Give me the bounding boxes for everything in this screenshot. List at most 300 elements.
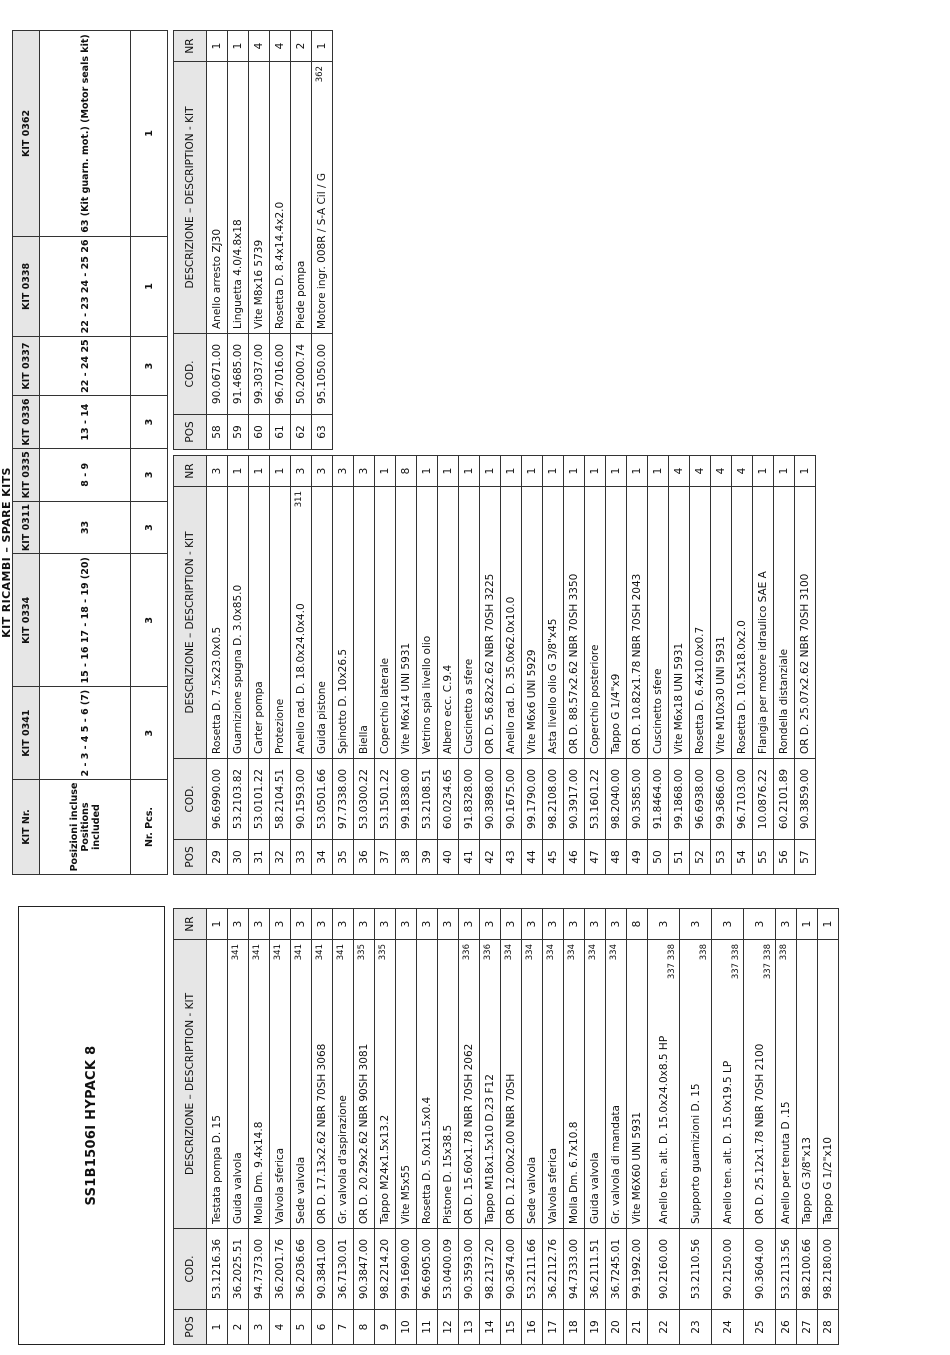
part-description <box>564 940 585 1229</box>
part-kit-ref: 338 <box>699 944 709 961</box>
part-description-text: Anello ten. alt. D. 15.0x24.0x8.5 HP <box>657 1035 670 1224</box>
part-qty: 3 <box>291 456 312 487</box>
part-description-text: Vite M6x6 UNI 5929 <box>526 649 538 754</box>
part-description-text: Asta livello olio G 3/8"x45 <box>547 618 559 754</box>
part-code: 96.6938.00 <box>690 759 711 840</box>
part-qty: 1 <box>522 456 543 487</box>
table-row <box>249 456 270 875</box>
part-code: 98.2180.00 <box>818 1229 839 1310</box>
part-code: 90.3859.00 <box>795 759 816 840</box>
part-code: 98.2137.20 <box>480 1229 501 1310</box>
part-code: 90.3847.00 <box>354 1229 375 1310</box>
part-description <box>249 940 270 1229</box>
part-code: 97.7338.00 <box>333 759 354 840</box>
part-description-text: Anello rad. D. 18.0x24.0x4.0 <box>295 603 307 754</box>
part-code: 90.3674.00 <box>501 1229 522 1310</box>
part-description <box>459 487 480 759</box>
table-row <box>480 456 501 875</box>
part-description-text: Vite M6X60 UNI 5931 <box>631 1111 643 1224</box>
part-description <box>606 940 627 1229</box>
table-row <box>396 909 417 1345</box>
part-pos: 24 <box>712 1310 744 1345</box>
part-code: 91.8328.00 <box>459 759 480 840</box>
part-qty: 1 <box>438 456 459 487</box>
part-pos: 25 <box>744 1310 776 1345</box>
part-description-text: Gr. valvola di mandata <box>610 1105 622 1224</box>
part-code: 60.0234.65 <box>438 759 459 840</box>
table-row <box>375 909 396 1345</box>
table-row <box>270 456 291 875</box>
part-code: 53.0501.66 <box>312 759 333 840</box>
table-row <box>396 456 417 875</box>
part-description-text: Molla Dm. 6.7x10.8 <box>568 1121 580 1224</box>
part-description <box>648 487 669 759</box>
kits-label-kit-nr: KIT Nr. <box>13 780 40 875</box>
part-description-text: Rosetta D. 8.4x14.4x2.0 <box>274 201 286 329</box>
part-code: 94.7333.00 <box>564 1229 585 1310</box>
part-qty: 4 <box>669 456 690 487</box>
part-description <box>207 940 228 1229</box>
part-description <box>627 487 648 759</box>
part-description-text: OR D. 17.13x2.62 NBR 70SH 3068 <box>316 1043 328 1224</box>
kit-positions: 8 - 9 <box>40 448 131 501</box>
part-code: 53.0400.09 <box>438 1229 459 1310</box>
kit-positions: 63 (Kit guarn. mot.) (Motor seals kit) <box>40 31 131 237</box>
part-qty: 1 <box>270 456 291 487</box>
part-code: 99.1690.00 <box>396 1229 417 1310</box>
part-code: 98.2100.66 <box>797 1229 818 1310</box>
header-desc: DESCRIZIONE – DESCRIPTION - KIT <box>174 487 207 759</box>
part-pos: 18 <box>564 1310 585 1345</box>
part-qty: 3 <box>438 909 459 940</box>
part-qty: 3 <box>354 456 375 487</box>
part-code: 90.3841.00 <box>312 1229 333 1310</box>
page-title: SS1B1506I HYPACK 8 <box>84 1045 99 1206</box>
part-qty: 3 <box>354 909 375 940</box>
part-qty: 1 <box>648 456 669 487</box>
part-code: 99.3037.00 <box>249 334 270 415</box>
part-code: 50.2000.74 <box>291 334 312 415</box>
table-row <box>564 909 585 1345</box>
part-code: 36.2001.76 <box>270 1229 291 1310</box>
kit-pcs: 3 <box>131 687 168 780</box>
part-description <box>585 487 606 759</box>
part-description-text: Vite M6x14 UNI 5931 <box>400 642 412 754</box>
table-row <box>680 909 712 1345</box>
table-row <box>774 456 795 875</box>
part-pos: 8 <box>354 1310 375 1345</box>
part-description-text: OR D. 56.82x2.62 NBR 70SH 3225 <box>484 573 496 754</box>
part-description-text: Anello ten. alt. D. 15.0x19.5 LP <box>721 1060 734 1224</box>
table-row <box>228 31 249 450</box>
part-pos: 50 <box>648 840 669 875</box>
part-pos: 22 <box>648 1310 680 1345</box>
part-description <box>480 940 501 1229</box>
part-pos: 41 <box>459 840 480 875</box>
part-description-text: Tappo M24x1.5x13.2 <box>379 1114 391 1224</box>
part-qty: 1 <box>606 456 627 487</box>
part-qty: 1 <box>795 456 816 487</box>
part-qty: 1 <box>564 456 585 487</box>
part-description <box>291 487 312 759</box>
part-pos: 5 <box>291 1310 312 1345</box>
header-cod: COD. <box>174 334 207 415</box>
kit-name: KIT 0334 <box>13 554 40 687</box>
part-pos: 56 <box>774 840 795 875</box>
part-description <box>564 487 585 759</box>
table-row <box>438 456 459 875</box>
part-code: 53.2113.56 <box>776 1229 797 1310</box>
table-row <box>480 909 501 1345</box>
table-row <box>585 456 606 875</box>
table-row <box>606 909 627 1345</box>
part-description <box>606 487 627 759</box>
part-pos: 37 <box>375 840 396 875</box>
part-code: 90.2150.00 <box>712 1229 744 1310</box>
table-row <box>438 909 459 1345</box>
part-pos: 47 <box>585 840 606 875</box>
kit-pcs: 3 <box>131 336 168 395</box>
part-qty: 3 <box>680 909 712 940</box>
header-pos: POS <box>174 840 207 875</box>
part-description-text: Supporto guarnizioni D. 15 <box>689 1083 702 1224</box>
part-qty: 1 <box>228 456 249 487</box>
part-pos: 27 <box>797 1310 818 1345</box>
part-description <box>375 487 396 759</box>
part-qty: 1 <box>753 456 774 487</box>
part-qty: 4 <box>270 31 291 62</box>
part-code: 53.1501.22 <box>375 759 396 840</box>
kit-positions: 2 - 3 - 4 5 - 6 (7) <box>40 687 131 780</box>
part-code: 96.7016.00 <box>270 334 291 415</box>
part-description <box>543 940 564 1229</box>
part-pos: 31 <box>249 840 270 875</box>
part-kit-ref: 334 <box>546 944 556 961</box>
header-desc: DESCRIZIONE – DESCRIPTION - KIT <box>174 62 207 334</box>
parts-header-row <box>174 909 207 1345</box>
part-code: 99.1790.00 <box>522 759 543 840</box>
part-qty: 3 <box>333 456 354 487</box>
part-description-text: Biella <box>358 725 370 754</box>
part-description-text: Valvola sferica <box>547 1147 559 1224</box>
parts-body-right <box>207 31 333 450</box>
header-nr: NR <box>174 456 207 487</box>
part-code: 36.2111.51 <box>585 1229 606 1310</box>
part-description-text: Cuscinetto sfere <box>652 668 664 754</box>
kit-pcs: 1 <box>131 31 168 237</box>
kits-table <box>12 30 168 875</box>
table-row <box>354 909 375 1345</box>
table-row <box>459 909 480 1345</box>
table-row <box>669 456 690 875</box>
part-code: 99.1868.00 <box>669 759 690 840</box>
table-row <box>522 909 543 1345</box>
kits-name-row <box>13 31 40 875</box>
kit-name: KIT 0335 <box>13 448 40 501</box>
part-pos: 16 <box>522 1310 543 1345</box>
part-description-text: Rosetta D. 7.5x23.0x0.5 <box>211 626 223 754</box>
kit-pcs: 3 <box>131 554 168 687</box>
part-code: 53.2110.56 <box>680 1229 712 1310</box>
part-description-text: Rondella distanziale <box>778 648 790 754</box>
part-code: 98.2040.00 <box>606 759 627 840</box>
part-pos: 38 <box>396 840 417 875</box>
part-description <box>522 487 543 759</box>
kit-positions: 13 - 14 <box>40 396 131 449</box>
part-description <box>375 940 396 1229</box>
part-pos: 29 <box>207 840 228 875</box>
part-description-text: OR D. 25.07x2.62 NBR 70SH 3100 <box>799 573 811 754</box>
part-qty: 1 <box>627 456 648 487</box>
part-code: 36.7130.01 <box>333 1229 354 1310</box>
part-description <box>680 940 712 1229</box>
part-pos: 11 <box>417 1310 438 1345</box>
part-pos: 4 <box>270 1310 291 1345</box>
part-qty: 1 <box>417 456 438 487</box>
table-row <box>711 456 732 875</box>
table-row <box>543 456 564 875</box>
part-kit-ref: 334 <box>567 944 577 961</box>
part-pos: 45 <box>543 840 564 875</box>
part-pos: 35 <box>333 840 354 875</box>
part-description-text: Albero ecc. C.9.4 <box>442 664 454 754</box>
kit-name: KIT 0337 <box>13 336 40 395</box>
parts-header-row <box>174 31 207 450</box>
part-description <box>270 487 291 759</box>
part-description <box>312 62 333 334</box>
part-description <box>312 940 333 1229</box>
part-code: 36.2036.66 <box>291 1229 312 1310</box>
part-kit-ref: 341 <box>231 944 241 961</box>
kit-positions: 22 - 23 24 - 25 26 <box>40 236 131 336</box>
part-code: 53.1216.36 <box>207 1229 228 1310</box>
part-description <box>459 940 480 1229</box>
part-kit-ref: 341 <box>336 944 346 961</box>
part-description <box>396 940 417 1229</box>
part-code: 99.1992.00 <box>627 1229 648 1310</box>
part-pos: 1 <box>207 1310 228 1345</box>
part-description <box>774 487 795 759</box>
part-code: 90.3604.00 <box>744 1229 776 1310</box>
part-description-text: Piede pompa <box>295 260 307 329</box>
kits-label-pcs: Nr. Pcs. <box>131 780 168 875</box>
part-kit-ref: 334 <box>504 944 514 961</box>
part-description-text: Protezione <box>274 698 286 754</box>
part-kit-ref: 335 <box>378 944 388 961</box>
part-qty: 3 <box>228 909 249 940</box>
part-qty: 3 <box>522 909 543 940</box>
kit-name: KIT 0341 <box>13 687 40 780</box>
table-row <box>375 456 396 875</box>
part-description-text: Rosetta D. 6.4x10.0x0.7 <box>694 626 706 754</box>
part-pos: 49 <box>627 840 648 875</box>
part-pos: 44 <box>522 840 543 875</box>
table-row <box>207 31 228 450</box>
part-description <box>417 487 438 759</box>
part-code: 53.2111.66 <box>522 1229 543 1310</box>
part-description-text: Coperchio laterale <box>379 657 391 754</box>
kit-pcs: 3 <box>131 448 168 501</box>
part-description <box>797 940 818 1229</box>
part-code: 90.1593.00 <box>291 759 312 840</box>
part-kit-ref: 336 <box>483 944 493 961</box>
part-kit-ref: 341 <box>294 944 304 961</box>
part-qty: 3 <box>585 909 606 940</box>
part-description-text: OR D. 12.00x2.00 NBR 70SH <box>505 1073 517 1224</box>
parts-body-left <box>207 909 839 1345</box>
part-code: 36.7245.01 <box>606 1229 627 1310</box>
part-description-text: Testata pompa D. 15 <box>211 1115 223 1224</box>
part-qty: 3 <box>207 456 228 487</box>
part-description-text: Spinotto D. 10x26.5 <box>337 648 349 754</box>
table-row <box>732 456 753 875</box>
part-code: 98.2214.20 <box>375 1229 396 1310</box>
part-description-text: Anello rad. D. 35.0x62.0x10.0 <box>505 596 517 754</box>
part-description-text: OR D. 88.57x2.62 NBR 70SH 3350 <box>568 573 580 754</box>
table-row <box>228 456 249 875</box>
kits-label-positions: Posizioni incluse Positions included <box>40 780 131 875</box>
parts-table-right <box>173 30 333 450</box>
part-qty: 3 <box>564 909 585 940</box>
part-description <box>712 940 744 1229</box>
part-code: 99.1838.00 <box>396 759 417 840</box>
table-row <box>776 909 797 1345</box>
part-description <box>291 62 312 334</box>
kit-pcs: 3 <box>131 501 168 554</box>
part-pos: 20 <box>606 1310 627 1345</box>
part-code: 53.0300.22 <box>354 759 375 840</box>
parts-table-left <box>173 908 839 1345</box>
part-description <box>648 940 680 1229</box>
part-qty: 3 <box>606 909 627 940</box>
part-qty: 1 <box>207 909 228 940</box>
part-description-text: Rosetta D. 10.5x18.0x2.0 <box>736 620 748 754</box>
part-description <box>669 487 690 759</box>
part-qty: 3 <box>396 909 417 940</box>
part-qty: 4 <box>690 456 711 487</box>
part-code: 60.2101.89 <box>774 759 795 840</box>
part-description-text: Tappo G 3/8"x13 <box>801 1137 813 1224</box>
table-row <box>522 456 543 875</box>
table-row <box>753 456 774 875</box>
part-pos: 12 <box>438 1310 459 1345</box>
part-qty: 3 <box>501 909 522 940</box>
table-row <box>270 31 291 450</box>
part-kit-ref: 341 <box>252 944 262 961</box>
part-qty: 1 <box>585 456 606 487</box>
part-pos: 63 <box>312 415 333 450</box>
part-code: 96.6990.00 <box>207 759 228 840</box>
part-qty: 3 <box>249 909 270 940</box>
part-description-text: Valvola sferica <box>274 1147 286 1224</box>
part-description-text: Linguetta 4.0/4.8x18 <box>232 219 244 329</box>
part-description <box>438 487 459 759</box>
part-code: 36.2025.51 <box>228 1229 249 1310</box>
part-description <box>501 940 522 1229</box>
part-description-text: Carter pompa <box>253 681 265 754</box>
title-box <box>18 906 165 1345</box>
part-description <box>354 940 375 1229</box>
part-kit-ref: 337 338 <box>763 944 773 980</box>
table-row <box>606 456 627 875</box>
part-code: 53.2103.82 <box>228 759 249 840</box>
part-pos: 30 <box>228 840 249 875</box>
part-description <box>690 487 711 759</box>
table-row <box>312 31 333 450</box>
part-qty: 1 <box>818 909 839 940</box>
part-description-text: OR D. 25.12x1.78 NBR 70SH 2100 <box>753 1043 766 1224</box>
part-description-text: Guida pistone <box>316 681 328 754</box>
part-pos: 10 <box>396 1310 417 1345</box>
part-description-text: Vetrino spia livello olio <box>421 635 433 754</box>
part-qty: 4 <box>711 456 732 487</box>
part-code: 53.1601.22 <box>585 759 606 840</box>
part-description <box>228 62 249 334</box>
part-description <box>207 487 228 759</box>
part-description-text: Sede valvola <box>295 1156 307 1224</box>
part-kit-ref: 337 338 <box>667 944 677 980</box>
part-qty: 3 <box>291 909 312 940</box>
table-row <box>417 909 438 1345</box>
part-code: 91.8464.00 <box>648 759 669 840</box>
kit-name: KIT 0338 <box>13 236 40 336</box>
part-qty: 3 <box>270 909 291 940</box>
part-description <box>627 940 648 1229</box>
part-description-text: OR D. 20.29x2.62 NBR 90SH 3081 <box>358 1043 370 1224</box>
part-code: 90.3898.00 <box>480 759 501 840</box>
part-description-text: Pistone D. 15x38.5 <box>442 1124 454 1224</box>
part-pos: 59 <box>228 415 249 450</box>
table-row <box>207 909 228 1345</box>
part-qty: 1 <box>459 456 480 487</box>
part-pos: 53 <box>711 840 732 875</box>
table-row <box>795 456 816 875</box>
part-description <box>543 487 564 759</box>
part-description <box>270 62 291 334</box>
part-kit-ref: 337 338 <box>731 944 741 980</box>
part-description <box>744 940 776 1229</box>
table-row <box>648 909 680 1345</box>
part-pos: 28 <box>818 1310 839 1345</box>
part-pos: 58 <box>207 415 228 450</box>
part-qty: 1 <box>774 456 795 487</box>
part-pos: 54 <box>732 840 753 875</box>
table-row <box>249 31 270 450</box>
part-qty: 1 <box>312 31 333 62</box>
part-kit-ref: 335 <box>357 944 367 961</box>
part-description-text: Vite M6x18 UNI 5931 <box>673 642 685 754</box>
parts-table-middle <box>173 455 816 875</box>
part-code: 36.2112.76 <box>543 1229 564 1310</box>
part-description-text: Molla Dm. 9.4x14.8 <box>253 1121 265 1224</box>
table-row <box>501 456 522 875</box>
part-description <box>795 487 816 759</box>
part-pos: 62 <box>291 415 312 450</box>
part-pos: 7 <box>333 1310 354 1345</box>
part-pos: 26 <box>776 1310 797 1345</box>
header-cod: COD. <box>174 1229 207 1310</box>
part-qty: 8 <box>627 909 648 940</box>
part-description <box>270 940 291 1229</box>
part-description-text: OR D. 10.82x1.78 NBR 70SH 2043 <box>631 573 643 754</box>
header-pos: POS <box>174 415 207 450</box>
table-row <box>744 909 776 1345</box>
part-pos: 6 <box>312 1310 333 1345</box>
table-row <box>228 909 249 1345</box>
table-row <box>818 909 839 1345</box>
header-cod: COD. <box>174 759 207 840</box>
part-pos: 23 <box>680 1310 712 1345</box>
